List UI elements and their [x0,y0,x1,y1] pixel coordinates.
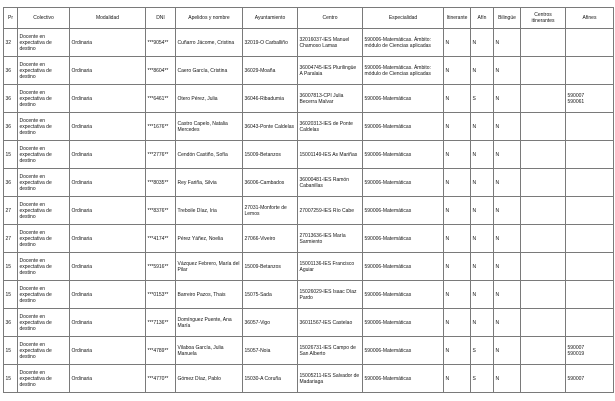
cell-pr: 15 [4,281,18,309]
cell-ayuntamiento: 15057-Noia [243,337,298,365]
cell-centros-itinerantes [521,197,566,225]
header-dni: DNI [146,8,176,29]
cell-especialidad: 590006-Matemáticas [363,113,444,141]
cell-dni: ***6461** [146,85,176,113]
table-row [4,113,614,141]
cell-modalidad: Ordinaria [70,29,146,57]
cell-centro: 36000481-IES Ramón Cabanillas [298,169,363,197]
cell-centro: 15001136-IES Francisco Aguiar [298,253,363,281]
cell-afin: N [471,113,494,141]
cell-dni: ***4174** [146,225,176,253]
table-row [4,225,614,253]
table-header-row [4,8,614,29]
cell-bilingue: N [494,29,521,57]
cell-centros-itinerantes [521,113,566,141]
cell-bilingue: N [494,337,521,365]
cell-colectivo: Docente en expectativa de destino [18,365,70,393]
cell-afines [566,169,614,197]
cell-dni: ***0153** [146,281,176,309]
cell-especialidad: 590006-Matemáticas. Ámbito: módulo de Ciencias aplicadas [363,29,444,57]
cell-afines [566,197,614,225]
cell-colectivo: Docente en expectativa de destino [18,281,70,309]
cell-centros-itinerantes [521,337,566,365]
cell-itinerante: N [444,365,471,393]
cell-colectivo: Docente en expectativa de destino [18,85,70,113]
cell-especialidad: 590006-Matemáticas [363,365,444,393]
cell-afin: N [471,29,494,57]
cell-nombre: Otero Pérez, Julia [176,85,243,113]
cell-modalidad: Ordinaria [70,169,146,197]
cell-afin: S [471,85,494,113]
cell-colectivo: Docente en expectativa de destino [18,309,70,337]
header-centro: Centro [298,8,363,29]
table-row [4,197,614,225]
cell-afin: N [471,57,494,85]
cell-pr: 36 [4,57,18,85]
header-pr: Pr [4,8,18,29]
cell-dni: ***9054** [146,29,176,57]
cell-modalidad: Ordinaria [70,253,146,281]
cell-nombre: Domínguez Puente, Ana María [176,309,243,337]
cell-bilingue: N [494,365,521,393]
cell-nombre: Cendón Castiño, Sofía [176,141,243,169]
header-afines: Afines [566,8,614,29]
cell-dni: ***8376** [146,197,176,225]
cell-pr: 36 [4,113,18,141]
cell-especialidad: 590006-Matemáticas [363,141,444,169]
cell-centros-itinerantes [521,29,566,57]
cell-centros-itinerantes [521,141,566,169]
cell-ayuntamiento: 36029-Moaña [243,57,298,85]
cell-pr: 32 [4,29,18,57]
cell-nombre: Barreiro Pazos, Thais [176,281,243,309]
cell-colectivo: Docente en expectativa de destino [18,197,70,225]
cell-afines [566,225,614,253]
cell-ayuntamiento: 15009-Betanzos [243,253,298,281]
cell-colectivo: Docente en expectativa de destino [18,57,70,85]
cell-centros-itinerantes [521,85,566,113]
cell-nombre: Vilaboa García, Julia Manuela [176,337,243,365]
cell-modalidad: Ordinaria [70,309,146,337]
header-centros-itinerantes: Centros itinerantes [521,8,566,29]
cell-afin: S [471,365,494,393]
cell-itinerante: N [444,113,471,141]
cell-modalidad: Ordinaria [70,141,146,169]
cell-nombre: Gómez Díaz, Pablo [176,365,243,393]
table-row [4,337,614,365]
cell-itinerante: N [444,169,471,197]
cell-afin: N [471,169,494,197]
cell-centro: 15026029-IES Isaac Díaz Pardo [298,281,363,309]
cell-itinerante: N [444,281,471,309]
header-afin: Afín [471,8,494,29]
cell-dni: ***2776** [146,141,176,169]
cell-colectivo: Docente en expectativa de destino [18,225,70,253]
cell-modalidad: Ordinaria [70,197,146,225]
cell-itinerante: N [444,225,471,253]
cell-itinerante: N [444,337,471,365]
table-row [4,85,614,113]
cell-colectivo: Docente en expectativa de destino [18,169,70,197]
cell-nombre: Cuñarro Jácome, Cristina [176,29,243,57]
cell-itinerante: N [444,141,471,169]
cell-afin: N [471,309,494,337]
cell-ayuntamiento: 36046-Ribadumia [243,85,298,113]
cell-especialidad: 590006-Matemáticas [363,337,444,365]
cell-pr: 27 [4,197,18,225]
cell-centros-itinerantes [521,309,566,337]
cell-bilingue: N [494,253,521,281]
cell-bilingue: N [494,281,521,309]
cell-afines [566,57,614,85]
cell-bilingue: N [494,85,521,113]
cell-afin: N [471,253,494,281]
cell-bilingue: N [494,309,521,337]
cell-bilingue: N [494,113,521,141]
cell-afines: 590007 [566,365,614,393]
cell-dni: ***4770** [146,365,176,393]
cell-centro: 15005211-IES Salvador de Madariaga [298,365,363,393]
cell-pr: 15 [4,337,18,365]
cell-afines [566,113,614,141]
cell-modalidad: Ordinaria [70,337,146,365]
cell-itinerante: N [444,197,471,225]
table-row [4,281,614,309]
cell-nombre: Pérez Yáñez, Noelia [176,225,243,253]
cell-dni: ***5916** [146,253,176,281]
cell-especialidad: 590006-Matemáticas [363,309,444,337]
cell-centro: 36004745-IES Plurilingüe A Paralaia [298,57,363,85]
header-ayuntamiento: Ayuntamiento [243,8,298,29]
cell-bilingue: N [494,197,521,225]
table-row [4,169,614,197]
cell-nombre: Castro Capelo, Natalia Mercedes [176,113,243,141]
cell-centro: 15026731-IES Campo de San Alberto [298,337,363,365]
cell-nombre: Rey Fariña, Silvia [176,169,243,197]
cell-centro: 36007813-CPI Julia Becerra Malvar [298,85,363,113]
cell-dni: ***8035** [146,169,176,197]
cell-itinerante: N [444,85,471,113]
cell-itinerante: N [444,309,471,337]
cell-centro: 27007259-IES Río Cabe [298,197,363,225]
cell-ayuntamiento: 27031-Monforte de Lemos [243,197,298,225]
cell-dni: ***1676** [146,113,176,141]
cell-bilingue: N [494,141,521,169]
table-body [4,29,614,393]
cell-colectivo: Docente en expectativa de destino [18,113,70,141]
header-especialidad: Especialidad [363,8,444,29]
cell-modalidad: Ordinaria [70,57,146,85]
header-bilingue: Bilingüe [494,8,521,29]
cell-pr: 36 [4,169,18,197]
cell-dni: ***4789** [146,337,176,365]
cell-nombre: Caero García, Cristina [176,57,243,85]
cell-especialidad: 590006-Matemáticas [363,169,444,197]
cell-ayuntamiento: 36043-Ponte Caldelas [243,113,298,141]
cell-nombre: Vázquez Febrero, María del Pilar [176,253,243,281]
cell-centros-itinerantes [521,253,566,281]
table-row [4,309,614,337]
cell-especialidad: 590006-Matemáticas [363,253,444,281]
header-itinerante: Itinerante [444,8,471,29]
cell-centros-itinerantes [521,225,566,253]
cell-ayuntamiento: 36006-Cambados [243,169,298,197]
cell-pr: 36 [4,85,18,113]
cell-afin: S [471,337,494,365]
table-row [4,141,614,169]
cell-afin: N [471,141,494,169]
cell-centro: 36020313-IES de Ponte Caldelas [298,113,363,141]
cell-itinerante: N [444,29,471,57]
header-nombre: Apelidos y nombre [176,8,243,29]
cell-afines: 590007 590019 [566,337,614,365]
cell-itinerante: N [444,57,471,85]
cell-pr: 15 [4,253,18,281]
cell-centros-itinerantes [521,281,566,309]
cell-afines [566,141,614,169]
cell-especialidad: 590006-Matemáticas. Ámbito: módulo de Ciencias aplicadas [363,57,444,85]
cell-dni: ***8604** [146,57,176,85]
cell-modalidad: Ordinaria [70,113,146,141]
cell-centros-itinerantes [521,57,566,85]
cell-pr: 27 [4,225,18,253]
cell-ayuntamiento: 27066-Viveiro [243,225,298,253]
cell-colectivo: Docente en expectativa de destino [18,337,70,365]
table-row [4,57,614,85]
cell-especialidad: 590006-Matemáticas [363,225,444,253]
cell-bilingue: N [494,57,521,85]
cell-centros-itinerantes [521,169,566,197]
cell-modalidad: Ordinaria [70,225,146,253]
cell-bilingue: N [494,169,521,197]
cell-ayuntamiento: 36057-Vigo [243,309,298,337]
cell-afines [566,281,614,309]
cell-modalidad: Ordinaria [70,365,146,393]
cell-ayuntamiento: 32019-O Carballiño [243,29,298,57]
cell-afin: N [471,197,494,225]
cell-centro: 36011567-IES Castelao [298,309,363,337]
cell-centro: 15001149-IES As Mariñas [298,141,363,169]
cell-ayuntamiento: 15075-Sada [243,281,298,309]
cell-ayuntamiento: 15009-Betanzos [243,141,298,169]
cell-afin: N [471,225,494,253]
cell-pr: 15 [4,365,18,393]
cell-bilingue: N [494,225,521,253]
header-colectivo: Colectivo [18,8,70,29]
cell-afines: 590007 590061 [566,85,614,113]
cell-nombre: Treboile Díaz, Iria [176,197,243,225]
cell-ayuntamiento: 15030-A Coruña [243,365,298,393]
cell-especialidad: 590006-Matemáticas [363,197,444,225]
table-row [4,253,614,281]
cell-pr: 36 [4,309,18,337]
cell-centro: 27013636-IES María Sarmiento [298,225,363,253]
cell-afines [566,29,614,57]
cell-centros-itinerantes [521,365,566,393]
cell-afines [566,253,614,281]
cell-itinerante: N [444,253,471,281]
table-row [4,365,614,393]
cell-modalidad: Ordinaria [70,85,146,113]
header-modalidad: Modalidad [70,8,146,29]
cell-dni: ***7136** [146,309,176,337]
cell-colectivo: Docente en expectativa de destino [18,253,70,281]
cell-modalidad: Ordinaria [70,281,146,309]
cell-especialidad: 590006-Matemáticas [363,281,444,309]
cell-afines [566,309,614,337]
cell-colectivo: Docente en expectativa de destino [18,141,70,169]
table-row [4,29,614,57]
cell-colectivo: Docente en expectativa de destino [18,29,70,57]
cell-pr: 15 [4,141,18,169]
assignments-table [3,7,614,393]
cell-especialidad: 590006-Matemáticas [363,85,444,113]
cell-afin: N [471,281,494,309]
cell-centro: 32016037-IES Manuel Chamoso Lamas [298,29,363,57]
